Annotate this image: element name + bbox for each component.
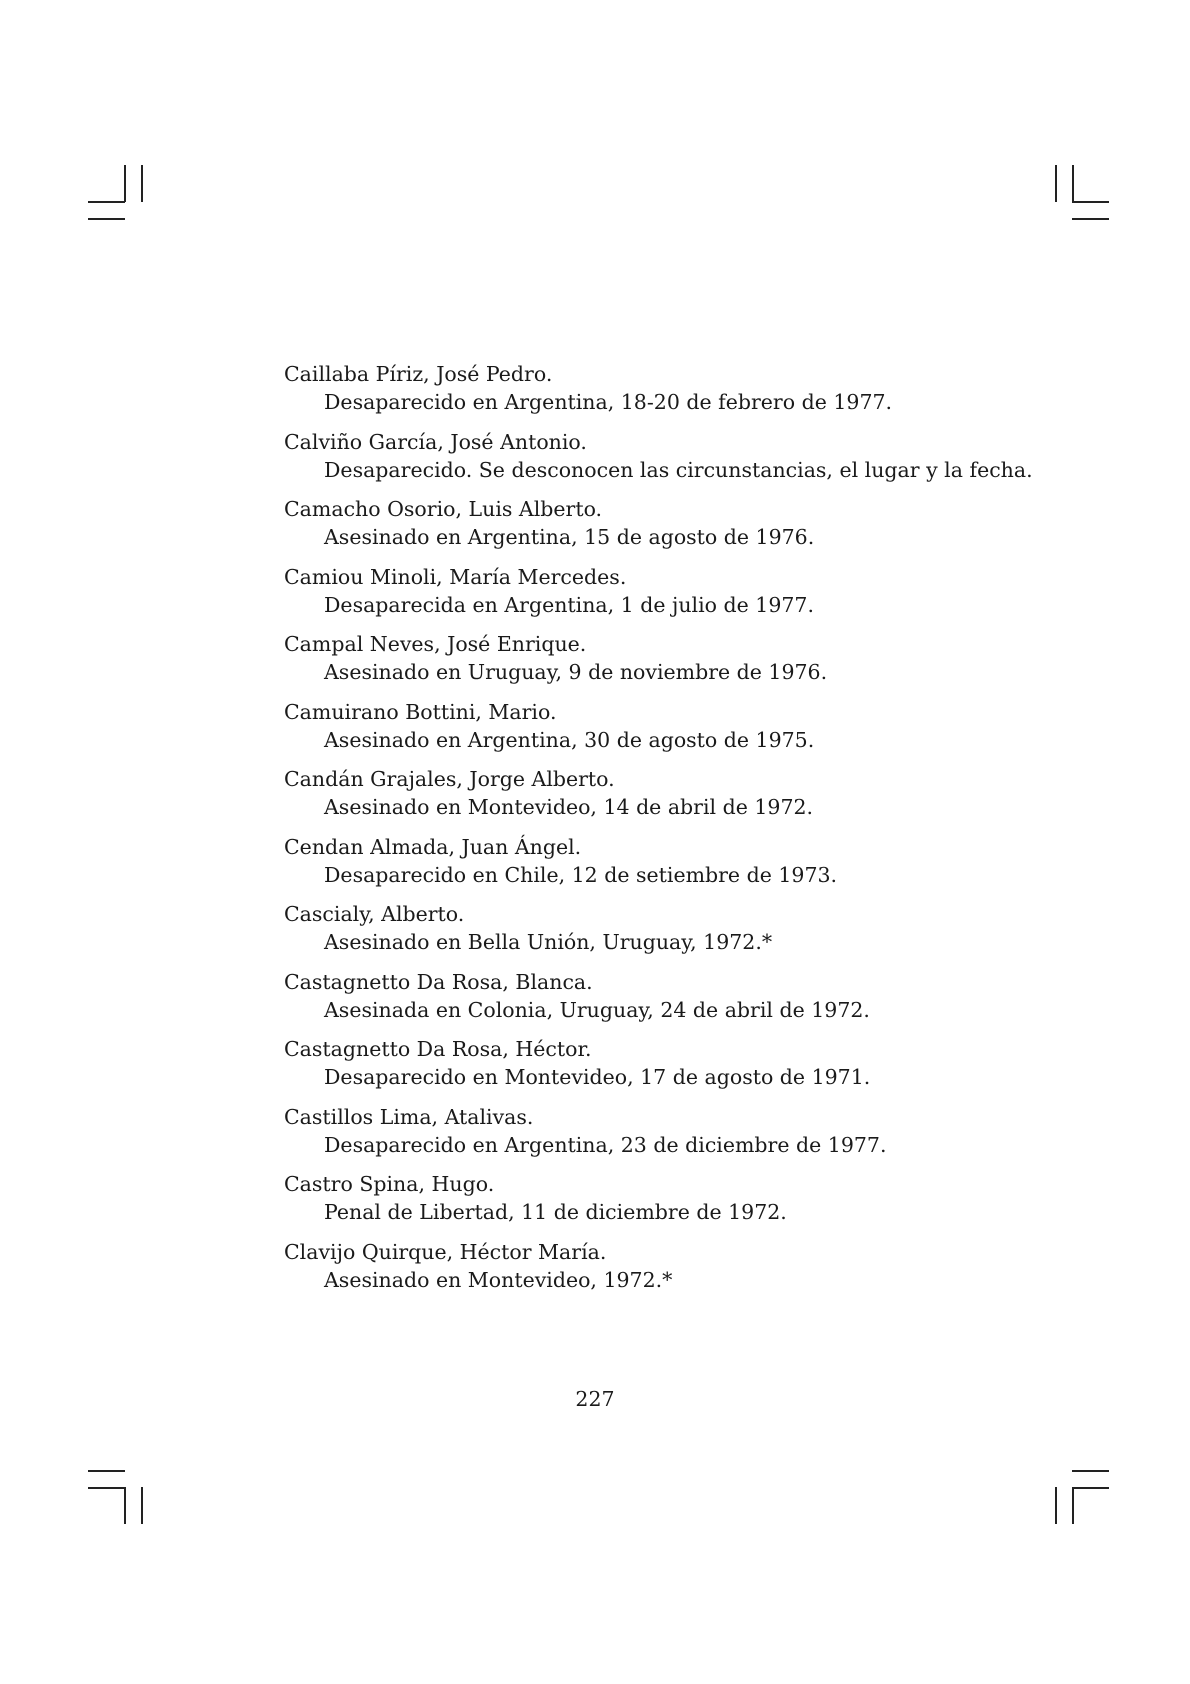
entry-detail: Asesinado en Argentina, 30 de agosto de 1975. <box>324 727 815 752</box>
crop-mark <box>1055 165 1057 202</box>
list-item <box>284 900 1044 968</box>
list-item <box>284 360 1044 428</box>
entry-detail: Desaparecido en Chile, 12 de setiembre de 1973. <box>324 862 838 887</box>
entry-name: Castro Spina, Hugo. <box>284 1172 495 1196</box>
list-item <box>284 968 1044 1036</box>
crop-mark <box>1055 1487 1057 1524</box>
entry-name: Castagnetto Da Rosa, Blanca. <box>284 969 593 994</box>
list-item <box>284 630 1044 698</box>
entry-name: Cendan Almada, Juan Ángel. <box>284 834 582 859</box>
entry-list <box>284 360 1044 1305</box>
list-item <box>284 563 1044 631</box>
entry-name: Castagnetto Da Rosa, Héctor. <box>284 1037 592 1061</box>
crop-mark <box>124 1487 126 1524</box>
crop-mark <box>141 165 143 202</box>
entry-name: Camacho Osorio, Luis Alberto. <box>284 497 603 521</box>
crop-mark <box>124 165 126 202</box>
entry-detail: Desaparecido en Montevideo, 17 de agosto de 1971. <box>324 1065 871 1089</box>
crop-mark <box>88 218 125 220</box>
crop-mark <box>1072 1487 1109 1489</box>
list-item <box>284 833 1044 901</box>
crop-mark <box>88 201 125 203</box>
crop-mark <box>1072 201 1109 203</box>
entry-name: Calviño García, José Antonio. <box>284 429 587 454</box>
entry-name: Caillaba Píriz, José Pedro. <box>284 362 553 386</box>
entry-name: Campal Neves, José Enrique. <box>284 632 587 656</box>
crop-mark <box>1072 218 1109 220</box>
crop-mark <box>141 1487 143 1524</box>
list-item <box>284 698 1044 766</box>
entry-detail: Desaparecida en Argentina, 1 de julio de 1977. <box>324 592 814 617</box>
entry-detail: Desaparecido. Se desconocen las circunstancias, el lugar y la fecha. <box>324 457 1033 482</box>
list-item <box>284 765 1044 833</box>
list-item <box>284 1103 1044 1171</box>
entry-detail: Asesinada en Colonia, Uruguay, 24 de abril de 1972. <box>324 997 870 1022</box>
entry-detail: Asesinado en Uruguay, 9 de noviembre de 1976. <box>324 660 828 684</box>
crop-mark <box>88 1487 125 1489</box>
entry-name: Camuirano Bottini, Mario. <box>284 699 557 724</box>
entry-detail: Asesinado en Montevideo, 1972.* <box>324 1267 673 1292</box>
crop-mark <box>88 1470 125 1472</box>
crop-mark <box>1072 165 1074 202</box>
entry-name: Camiou Minoli, María Mercedes. <box>284 564 627 589</box>
list-item <box>284 428 1044 496</box>
entry-detail: Asesinado en Montevideo, 14 de abril de 1972. <box>324 795 814 819</box>
entry-detail: Desaparecido en Argentina, 18-20 de febrero de 1977. <box>324 390 893 414</box>
crop-mark <box>1072 1470 1109 1472</box>
list-item <box>284 1035 1044 1103</box>
entry-detail: Asesinado en Argentina, 15 de agosto de 1976. <box>324 525 815 549</box>
entry-name: Cascialy, Alberto. <box>284 902 465 926</box>
list-item <box>284 1238 1044 1306</box>
entry-name: Castillos Lima, Atalivas. <box>284 1104 534 1129</box>
entry-detail: Desaparecido en Argentina, 23 de diciembre de 1977. <box>324 1132 887 1157</box>
list-item <box>284 495 1044 563</box>
entry-detail: Asesinado en Bella Unión, Uruguay, 1972.* <box>324 930 773 954</box>
entry-name: Clavijo Quirque, Héctor María. <box>284 1239 607 1264</box>
page-number: 227 <box>575 1387 615 1411</box>
list-item <box>284 1170 1044 1238</box>
entry-detail: Penal de Libertad, 11 de diciembre de 1972. <box>324 1200 787 1224</box>
entry-name: Candán Grajales, Jorge Alberto. <box>284 767 615 791</box>
crop-mark <box>1072 1487 1074 1524</box>
